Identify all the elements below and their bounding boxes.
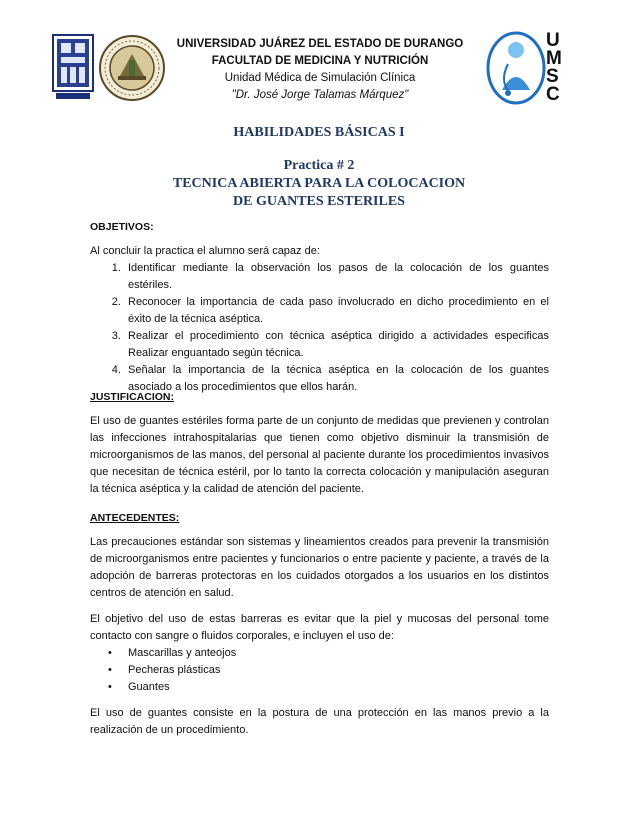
antecedentes-paragraph-1: Las precauciones estándar son sistemas y lineamientos creados para prevenir la transmisión de microorganismos entre pacientes y funcionarios o entre paciente y paciente, a través de la adopción de barreras protectoras en los cuidados otorgados a los usuarios en los distintos centros de atención en salud. bbox=[90, 536, 549, 599]
barrera-item-label: Mascarillas y anteojos bbox=[128, 647, 237, 659]
barreras-list bbox=[90, 645, 549, 696]
objetivo-item: 3. Realizar el procedimiento con técnica aséptica dirigido a actividades especificas Realizar enguantado según técnica. bbox=[124, 328, 549, 362]
faculty-seal-logo bbox=[98, 34, 166, 102]
justificacion-text: El uso de guantes estériles forma parte de un conjunto de medidas que previenen y controlan las infecciones intrahospitalarias que tienen como objetivo disminuir la transmisión de microorganismos de las manos, del personal al paciente durante los procedimientos invasivos que necesitan de técnica estéril, por lo tanto la correcta colocación y manipulación aseguran la técnica aséptica y la calidad de atención del paciente. bbox=[90, 415, 549, 495]
justificacion-heading: JUSTIFICACION: bbox=[90, 391, 174, 403]
institution-header bbox=[170, 36, 470, 104]
university-name: UNIVERSIDAD JUÁREZ DEL ESTADO DE DURANGO bbox=[176, 38, 464, 50]
objetivos-section bbox=[90, 219, 549, 396]
umsc-letter-s: S bbox=[546, 66, 559, 87]
objetivo-item: 4. Señalar la importancia de la técnica aséptica en la colocación de los guantes asociado a los procedimientos que ellos harán. bbox=[124, 362, 549, 396]
objetivo-item: 1. Identificar mediante la observación los pasos de la colocación de los guantes estériles. bbox=[124, 260, 549, 294]
antecedentes-section bbox=[90, 510, 549, 739]
justificacion-section bbox=[90, 389, 549, 498]
practice-number: Practica # 2 bbox=[283, 158, 355, 173]
barrera-item-label: Guantes bbox=[128, 681, 170, 693]
objetivo-item: 2. Reconocer la importancia de cada paso involucrado en dicho procedimiento en el éxito de la técnica aséptica. bbox=[124, 294, 549, 328]
university-crest-logo bbox=[52, 34, 94, 100]
practice-topic-line2: DE GUANTES ESTERILES bbox=[233, 194, 405, 209]
barrera-item: • Pecheras plásticas bbox=[108, 664, 221, 676]
unit-honoree: "Dr. José Jorge Talamas Márquez" bbox=[231, 89, 409, 101]
objetivos-heading: OBJETIVOS: bbox=[90, 221, 154, 233]
barrera-item: • Guantes bbox=[108, 681, 170, 693]
barrera-item: • Mascarillas y anteojos bbox=[108, 647, 237, 659]
barrera-item-label: Pecheras plásticas bbox=[128, 664, 221, 676]
objetivos-intro: Al concluir la practica el alumno será capaz de: bbox=[90, 245, 320, 257]
faculty-name: FACULTAD DE MEDICINA Y NUTRICIÓN bbox=[211, 55, 429, 67]
umsc-letter-m: M bbox=[546, 48, 562, 69]
antecedentes-heading: ANTECEDENTES: bbox=[90, 512, 180, 524]
objetivos-list bbox=[90, 260, 549, 396]
umsc-logo bbox=[486, 28, 574, 106]
umsc-letter-u: U bbox=[546, 30, 560, 51]
practice-topic-line1: TECNICA ABIERTA PARA LA COLOCACION bbox=[172, 176, 466, 191]
unit-name: Unidad Médica de Simulación Clínica bbox=[224, 72, 416, 84]
umsc-letter-c: C bbox=[546, 84, 560, 105]
antecedentes-paragraph-2: El objetivo del uso de estas barreras es evitar que la piel y mucosas del personal tome contacto con sangre o fluidos corporales, e incluyen el uso de: bbox=[90, 613, 549, 642]
practice-title-block bbox=[0, 157, 638, 211]
course-title: HABILIDADES BÁSICAS I bbox=[233, 125, 405, 140]
antecedentes-paragraph-3: El uso de guantes consiste en la postura de una protección en las manos previo a la realización de un procedimiento. bbox=[90, 707, 549, 736]
